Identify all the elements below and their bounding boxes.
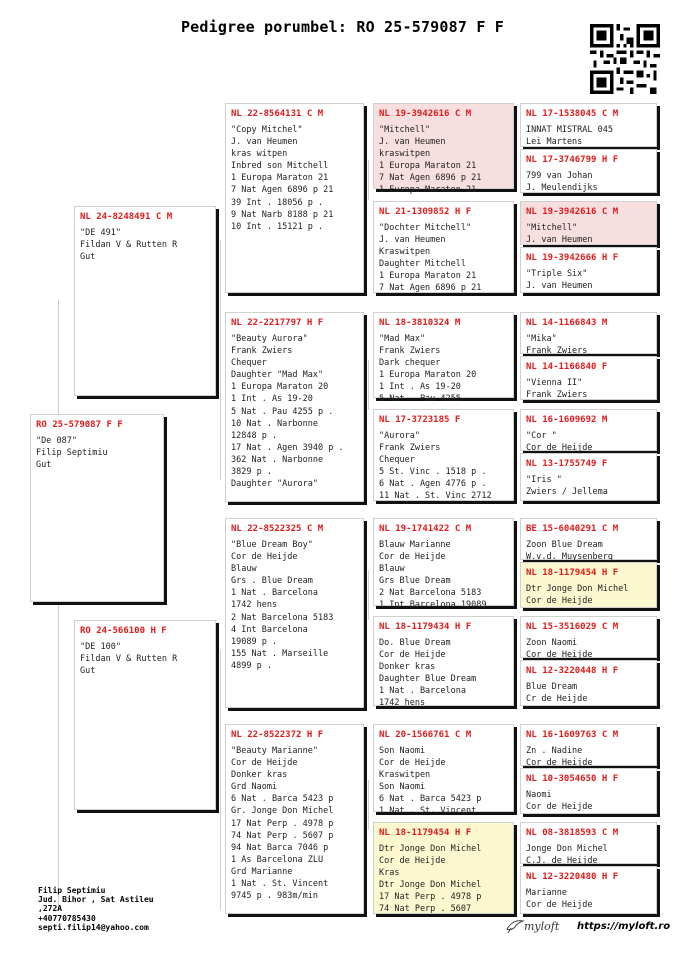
gen4-ring: NL 18-1179454 H F xyxy=(526,568,619,578)
owner-line: ,272A xyxy=(38,904,63,914)
sire-sire-card[interactable] xyxy=(225,103,364,293)
dd-line: 6 Nat . Barca 5423 p xyxy=(231,794,334,805)
ds-line: 155 Nat . Marseille xyxy=(231,648,329,659)
gen4-line: J. van Heumen xyxy=(526,281,593,292)
gen3-line: 1742 hens xyxy=(379,698,426,709)
gen3-line: Do. Blue Dream xyxy=(379,638,451,648)
gen4-ring: NL 14-1166840 F xyxy=(526,362,608,372)
gen3-line: J. van Heumen xyxy=(379,235,446,246)
dam-line: Fildan V & Rutten R xyxy=(80,654,178,665)
gen4-card[interactable] xyxy=(520,103,657,147)
sd-line: Chequer xyxy=(231,358,267,369)
gen4-line: "Vienna II" xyxy=(526,378,583,388)
subject-line: Filip Septimiu xyxy=(36,448,108,459)
gen3-line: Dtr Jonge Don Michel xyxy=(379,880,482,891)
ss-line: J. van Heumen xyxy=(231,137,298,148)
dam-line: "DE 100" xyxy=(80,642,121,652)
gen3-line: kraswitpen xyxy=(379,149,431,160)
gen4-card[interactable] xyxy=(520,409,657,454)
gen4-line: Zoon Blue Dream xyxy=(526,540,603,550)
gen4-ring: NL 12-3220448 H F xyxy=(526,666,619,676)
gen3-line: 1 Nat . Barcelona xyxy=(379,686,466,697)
gen3-card[interactable] xyxy=(373,312,514,405)
dd-line: Grd Naomi xyxy=(231,782,278,793)
gen4-ring: NL 08-3818593 C M xyxy=(526,828,619,838)
gen4-line: Cor de Heijde xyxy=(526,596,593,607)
gen3-line: Chequer xyxy=(379,455,415,466)
gen4-line: "Mitchell" xyxy=(526,223,578,233)
footer-url-link[interactable]: https://myloft.ro xyxy=(577,921,671,932)
gen3-line: Dark chequer xyxy=(379,358,441,369)
gen4-ring: NL 17-1538045 C M xyxy=(526,109,619,119)
dd-line: "Beauty Marianne" xyxy=(231,746,318,756)
ds-line: 1742 hens xyxy=(231,600,278,611)
gen3-line: 74 Nat Perp . 5607 xyxy=(379,904,472,915)
sd-line: 12848 p . xyxy=(231,430,278,441)
sd-line: Daughter "Aurora" xyxy=(231,479,318,490)
sd-line: 10 Nat . Narbonne xyxy=(231,418,318,429)
owner-line: +40770785430 xyxy=(38,913,96,923)
gen3-line: 1 Int Barcelona 19089 xyxy=(379,600,487,611)
gen4-card[interactable] xyxy=(520,616,657,661)
sd-line: "Beauty Aurora" xyxy=(231,334,308,344)
ss-line: kras witpen xyxy=(231,149,288,160)
gen4-line: Jonge Don Michel xyxy=(526,844,608,854)
gen4-line: Lei Martens xyxy=(526,137,583,148)
dam-ring: RO 24-566100 H F xyxy=(80,626,167,636)
gen3-line: Frank Zwiers xyxy=(379,443,441,454)
gen4-line: Naomi xyxy=(526,790,552,800)
gen4-line: Cor de Heijde xyxy=(526,900,593,911)
gen3-card[interactable] xyxy=(373,201,514,293)
sd-line: 362 Nat . Narbonne xyxy=(231,454,324,465)
gen3-line: "Mitchell" xyxy=(379,125,431,135)
gen4-line: Frank Zwiers xyxy=(526,390,588,401)
gen4-ring: NL 19-3942666 H F xyxy=(526,253,619,263)
ss-line: 1 Europa Maraton 21 xyxy=(231,173,329,184)
gen4-card[interactable] xyxy=(520,356,657,400)
ds-line: Grs . Blue Dream xyxy=(231,576,313,587)
gen4-line: Cor de Heijde xyxy=(526,802,593,813)
gen4-line: Zn . Nadine xyxy=(526,746,583,756)
gen3-line: 1 Nat . St. Vincent xyxy=(379,806,477,817)
myloft-logo: myloft xyxy=(524,920,560,933)
sd-line: 5 Nat . Pau 4255 p . xyxy=(231,406,334,417)
subject-line: "De 087" xyxy=(36,436,77,446)
gen4-line: "Cor " xyxy=(526,431,557,441)
gen4-card[interactable] xyxy=(520,822,657,867)
gen4-card[interactable] xyxy=(520,201,657,245)
gen3-line: Grs Blue Dream xyxy=(379,576,451,587)
gen3-card[interactable] xyxy=(373,616,514,709)
gen4-line: Cor de Heijde xyxy=(526,650,593,661)
dd-line: Grd Marianne xyxy=(231,866,293,877)
gen4-line: "Iris " xyxy=(526,475,562,485)
gen3-line: 1 Europa Maraton 20 xyxy=(379,370,477,381)
gen4-line: INNAT MISTRAL 045 xyxy=(526,125,613,135)
gen4-line: Frank Zwiers xyxy=(526,346,588,357)
ds-line: Cor de Heijde xyxy=(231,552,298,563)
gen4-ring: NL 14-1166843 M xyxy=(526,318,608,328)
gen4-ring: NL 13-1755749 F xyxy=(526,459,608,469)
gen3-ring: NL 18-3810324 M xyxy=(379,318,461,328)
gen3-line: 6 Nat . Agen 4776 p . xyxy=(379,479,487,490)
sd-line: 3829 p . xyxy=(231,467,272,478)
gen4-card[interactable] xyxy=(520,247,657,293)
ds-line: Blauw xyxy=(231,564,257,575)
gen3-ring: NL 18-1179454 H F xyxy=(379,828,472,838)
page-title: Pedigree porumbel: RO 25-579087 F F xyxy=(180,18,505,36)
sire-card[interactable] xyxy=(74,206,216,396)
gen4-line: Cr de Heijde xyxy=(526,694,588,705)
gen3-line: Kras xyxy=(379,868,400,879)
gen4-ring: NL 16-1609692 M xyxy=(526,415,608,425)
dd-line: 94 Nat Barca 7046 p xyxy=(231,842,329,853)
gen3-line: Kraswitpen xyxy=(379,247,431,258)
ss-line: 7 Nat Agen 6896 p 21 xyxy=(231,185,334,196)
owner-line: septi.filip14@yahoo.com xyxy=(38,922,149,932)
gen3-line: 7 Nat Agen 6896 p 21 xyxy=(379,173,482,184)
gen4-line: Blue Dream xyxy=(526,682,578,692)
dd-line: 1 Nat . St. Vincent xyxy=(231,879,329,890)
ss-line: "Copy Mitchel" xyxy=(231,125,303,135)
gen4-ring: NL 10-3054650 H F xyxy=(526,774,619,784)
sd-line: Frank Zwiers xyxy=(231,346,293,357)
bird-logo-icon xyxy=(505,915,525,935)
gen3-line: Blauw Marianne xyxy=(379,540,451,550)
sire-line: "DE 491" xyxy=(80,228,121,238)
gen4-ring: NL 17-3746799 H F xyxy=(526,155,619,165)
sd-line: 17 Nat . Agen 3940 p . xyxy=(231,442,344,453)
gen3-line: 1 Europa Maraton 21 xyxy=(379,185,477,196)
gen4-line: Zwiers / Jellema xyxy=(526,487,608,498)
gen3-line: Cor de Heijde xyxy=(379,758,446,769)
gen4-line: J. Meulendijks xyxy=(526,183,598,194)
dd-line: Gr. Jonge Don Michel xyxy=(231,806,334,817)
gen3-card[interactable] xyxy=(373,724,514,817)
gen4-line: Dtr Jonge Don Michel xyxy=(526,584,629,594)
dam-sire-ring: NL 22-8522325 C M xyxy=(231,524,324,534)
gen3-line: 6 Nat . Barca 5423 p xyxy=(379,794,482,805)
ds-line: 4899 p . xyxy=(231,660,272,671)
sire-line: Fildan V & Rutten R xyxy=(80,240,178,251)
gen3-ring: NL 18-1179434 H F xyxy=(379,622,472,632)
sire-sire-ring: NL 22-8564131 C M xyxy=(231,109,324,119)
gen3-ring: NL 19-3942616 C M xyxy=(379,109,472,119)
gen3-line: 2 Nat Barcelona 5183 xyxy=(379,588,482,599)
dam-dam-ring: NL 22-8522372 H F xyxy=(231,730,324,740)
gen3-card[interactable] xyxy=(373,409,514,501)
gen4-card[interactable] xyxy=(520,518,657,563)
gen3-line: Frank Zwiers xyxy=(379,346,441,357)
gen4-card[interactable] xyxy=(520,312,657,357)
ss-line: 9 Nat Narb 8188 p 21 xyxy=(231,209,334,220)
gen3-line: Cor de Heijde xyxy=(379,552,446,563)
sire-dam-ring: NL 22-2217797 H F xyxy=(231,318,324,328)
gen4-ring: BE 15-6040291 C M xyxy=(526,524,619,534)
sd-line: 1 Europa Maraton 20 xyxy=(231,382,329,393)
gen3-line: Cor de Heijde xyxy=(379,650,446,661)
gen3-line: 1 Int . As 19-20 xyxy=(379,382,461,393)
owner-info xyxy=(38,886,154,932)
gen4-line: 799 van Johan xyxy=(526,171,593,181)
gen4-card[interactable] xyxy=(520,866,657,914)
gen4-card[interactable] xyxy=(520,768,657,814)
dam-card[interactable] xyxy=(74,620,216,810)
dam-line: Gut xyxy=(80,666,96,677)
gen3-line: 7 Nat Agen 6896 p 21 xyxy=(379,283,482,294)
gen4-ring: NL 16-1609763 C M xyxy=(526,730,619,740)
ds-line: 19089 p . xyxy=(231,636,278,647)
ds-line: 2 Nat Barcelona 5183 xyxy=(231,612,334,623)
gen3-line: Son Naomi xyxy=(379,746,426,756)
ds-line: "Blue Dream Boy" xyxy=(231,540,313,550)
dd-line: Cor de Heijde xyxy=(231,758,298,769)
subject-ring: RO 25-579087 F F xyxy=(36,420,123,430)
gen3-ring: NL 20-1566761 C M xyxy=(379,730,472,740)
gen3-line: "Mad Max" xyxy=(379,334,426,344)
gen4-line: C.J. de Heijde xyxy=(526,856,598,867)
gen3-ring: NL 17-3723185 F xyxy=(379,415,461,425)
sire-ring: NL 24-8248491 C M xyxy=(80,212,173,222)
gen4-card[interactable] xyxy=(520,453,657,501)
ds-line: 4 Int Barcelona xyxy=(231,624,308,635)
gen3-line: Son Naomi xyxy=(379,782,426,793)
gen4-line: "Triple Six" xyxy=(526,269,588,279)
sd-line: 1 Int . As 19-20 xyxy=(231,394,313,405)
ds-line: 1 Nat . Barcelona xyxy=(231,588,318,599)
gen3-card[interactable] xyxy=(373,103,514,196)
gen3-card[interactable] xyxy=(373,822,514,914)
gen3-line: 11 Nat . St. Vinc 2712 xyxy=(379,491,492,502)
dd-line: 17 Nat Perp . 4978 p xyxy=(231,818,334,829)
dd-line: 74 Nat Perp . 5607 p xyxy=(231,830,334,841)
dd-line: 9745 p . 983m/min xyxy=(231,891,318,902)
subject-line: Gut xyxy=(36,460,52,471)
sire-dam-card[interactable] xyxy=(225,312,364,502)
dam-dam-card[interactable] xyxy=(225,724,364,914)
dd-line: 1 As Barcelona ZLU xyxy=(231,854,324,865)
gen4-card[interactable] xyxy=(520,660,657,706)
dd-line: Donker kras xyxy=(231,770,288,781)
gen3-line: Daughter Blue Dream xyxy=(379,674,477,685)
qr-code-icon xyxy=(590,24,660,94)
gen4-line: Marianne xyxy=(526,888,567,898)
gen4-card[interactable] xyxy=(520,562,657,608)
gen4-card[interactable] xyxy=(520,149,657,193)
gen4-card[interactable] xyxy=(520,724,657,769)
gen3-line: Blauw xyxy=(379,564,405,575)
gen4-line: Zoon Naomi xyxy=(526,638,578,648)
gen3-line: Dtr Jonge Don Michel xyxy=(379,844,482,854)
dam-sire-card[interactable] xyxy=(225,518,364,708)
owner-line: Filip Septimiu xyxy=(38,886,106,895)
gen3-line: 5 St. Vinc . 1518 p . xyxy=(379,467,487,478)
sire-line: Gut xyxy=(80,252,96,263)
gen3-line: "Dochter Mitchell" xyxy=(379,223,472,233)
subject-card[interactable] xyxy=(30,414,164,602)
gen3-line: "Aurora" xyxy=(379,431,420,441)
gen4-ring: NL 12-3220480 H F xyxy=(526,872,619,882)
ss-line: 39 Int . 18056 p . xyxy=(231,197,324,208)
gen3-line: 5 Nat . Pau 4255 xyxy=(379,394,461,405)
gen3-line: J. van Heumen xyxy=(379,137,446,148)
gen3-card[interactable] xyxy=(373,518,514,611)
gen3-line: 1 Europa Maraton 21 xyxy=(379,271,477,282)
gen4-line: J. van Heumen xyxy=(526,235,593,246)
gen4-line: "Mika" xyxy=(526,334,557,344)
gen3-line: 1 Europa Maraton 21 xyxy=(379,161,477,172)
owner-line: Jud. Bihor , Sat Astileu xyxy=(38,895,154,905)
gen4-line: W.v.d. Muysenberg xyxy=(526,552,613,563)
gen4-line: Cor de Heijde xyxy=(526,443,593,454)
gen3-line: 17 Nat Perp . 4978 p xyxy=(379,892,482,903)
gen3-line: Kraswitpen xyxy=(379,770,431,781)
gen3-line: Donker kras xyxy=(379,662,436,673)
gen4-ring: NL 19-3942616 C M xyxy=(526,207,619,217)
sd-line: Daughter "Mad Max" xyxy=(231,370,324,381)
ss-line: Inbred son Mitchell xyxy=(231,161,329,172)
gen3-line: Cor de Heijde xyxy=(379,856,446,867)
gen4-line: Cor de Heijde xyxy=(526,758,593,769)
gen3-ring: NL 19-1741422 C M xyxy=(379,524,472,534)
ss-line: 10 Int . 15121 p . xyxy=(231,221,324,232)
gen3-ring: NL 21-1309852 H F xyxy=(379,207,472,217)
gen4-ring: NL 15-3516029 C M xyxy=(526,622,619,632)
gen3-line: Daughter Mitchell xyxy=(379,259,466,270)
